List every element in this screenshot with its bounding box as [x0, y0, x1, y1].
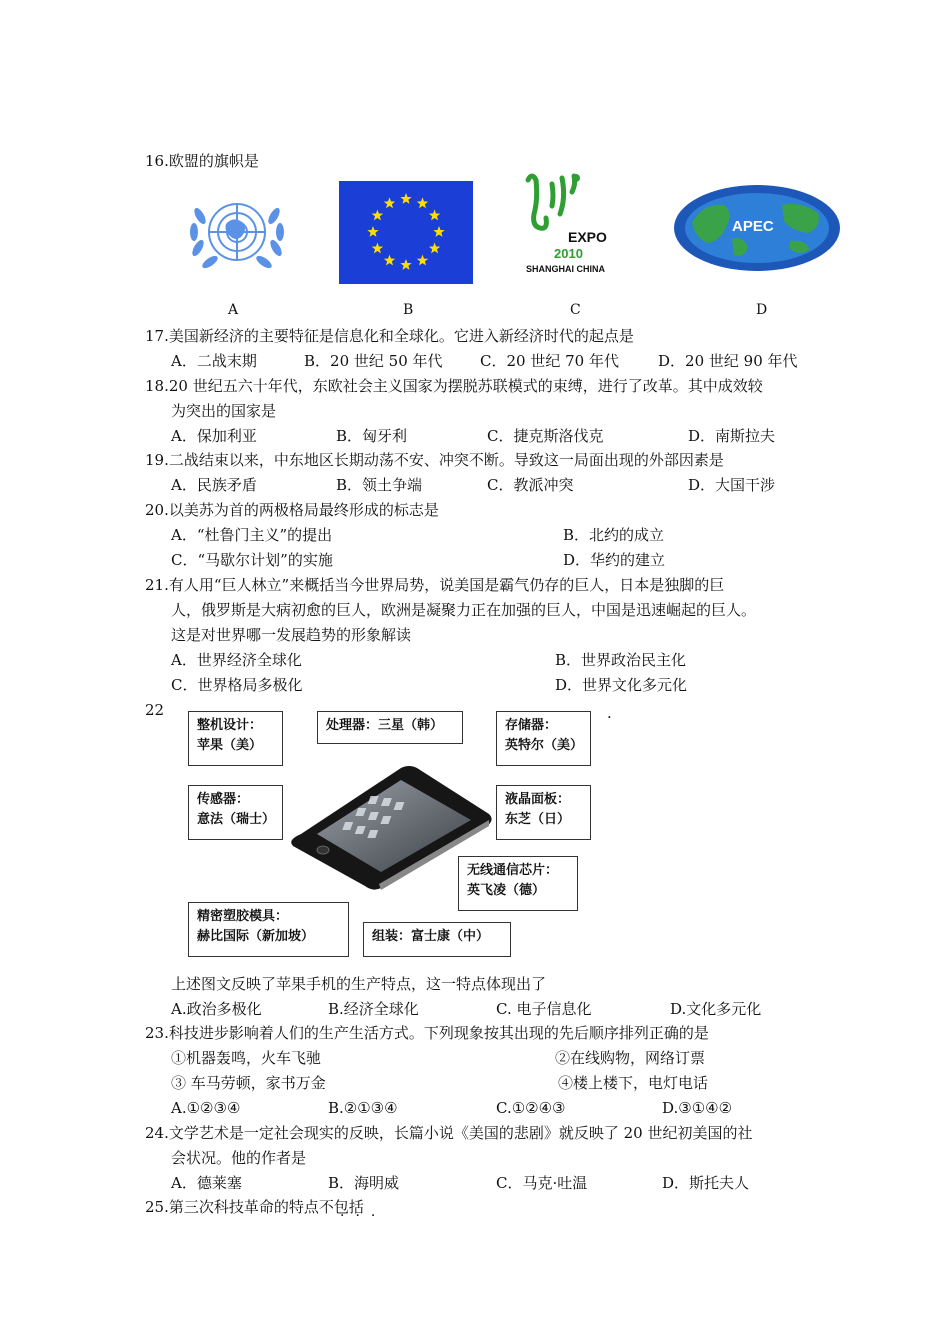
apec-logo-icon — [672, 183, 842, 273]
q21-stem-line2: 人，俄罗斯是大病初愈的巨人，欧洲是凝聚力正在加强的巨人，中国是迅速崛起的巨人。 — [171, 601, 757, 619]
q16-stem: 16.欧盟的旗帜是 — [145, 152, 259, 170]
q16-label-b: B — [403, 302, 414, 318]
q21-stem-line3: 这是对世界哪一发展趋势的形象解读 — [171, 626, 412, 644]
q23-item-3: ③ 车马劳顿，家书万金 — [171, 1074, 326, 1092]
q23-option-d: D.③①④② — [662, 1099, 733, 1117]
q24-option-b: B．海明威 — [328, 1174, 400, 1192]
svg-text:SHANGHAI CHINA: SHANGHAI CHINA — [526, 264, 606, 274]
q20-stem: 20.以美苏为首的两极格局最终形成的标志是 — [145, 501, 439, 519]
q18-stem-line1: 18.20 世纪五六十年代，东欧社会主义国家为摆脱苏联模式的束缚，进行了改革。其中成效较 — [145, 377, 763, 395]
q17-option-b: B．20 世纪 50 年代 — [304, 352, 443, 370]
q22-option-d: D.文化多元化 — [670, 1000, 762, 1018]
q20-option-c: C．“马歇尔计划”的实施 — [171, 551, 333, 569]
q19-option-b: B．领土争端 — [336, 476, 423, 494]
q22-box-lcd: 液晶面板： 东芝（日） — [496, 785, 591, 840]
q21-option-c: C．世界格局多极化 — [171, 676, 303, 694]
q24-option-c: C．马克·吐温 — [496, 1174, 588, 1192]
q19-option-a: A．民族矛盾 — [171, 476, 257, 494]
q17-option-a: A．二战末期 — [171, 352, 257, 370]
un-emblem-icon — [178, 186, 296, 282]
q17-stem: 17.美国新经济的主要特征是信息化和全球化。它进入新经济时代的起点是 — [145, 327, 634, 345]
q17-option-d: D．20 世纪 90 年代 — [658, 352, 798, 370]
q22-box-sensor: 传感器： 意法（瑞士） — [188, 785, 283, 840]
q22-box-design: 整机设计： 苹果（美） — [188, 711, 283, 766]
q22-option-a: A.政治多极化 — [171, 1000, 262, 1018]
q22-box-processor: 处理器：三星（韩） — [317, 711, 463, 744]
q22-box-wireless: 无线通信芯片： 英飞凌（德） — [458, 856, 578, 911]
q21-stem-line1: 21.有人用“巨人林立”来概括当今世界局势，说美国是霸气仍存的巨人，日本是独脚的巨 — [145, 576, 725, 594]
q20-option-a: A．“杜鲁门主义”的提出 — [171, 526, 333, 544]
q21-option-d: D．世界文化多元化 — [555, 676, 688, 694]
q25-emphasis-dots: ··· — [340, 1208, 387, 1224]
q23-option-a: A.①②③④ — [171, 1099, 241, 1117]
expo-2010-logo-icon — [518, 170, 618, 276]
q18-option-c: C．捷克斯洛伐克 — [487, 427, 604, 445]
q19-stem: 19.二战结束以来，中东地区长期动荡不安、冲突不断。导致这一局面出现的外部因素是 — [145, 451, 724, 469]
q22-option-c: C. 电子信息化 — [496, 1000, 592, 1018]
q19-option-d: D．大国干涉 — [688, 476, 776, 494]
q18-option-d: D．南斯拉夫 — [688, 427, 776, 445]
q18-option-a: A．保加利亚 — [171, 427, 257, 445]
q17-option-c: C．20 世纪 70 年代 — [480, 352, 619, 370]
q22-box-mold: 精密塑胶模具： 赫比国际（新加坡） — [188, 902, 349, 957]
q25-stem: 25.第三次科技革命的特点不包括 — [145, 1198, 364, 1216]
q23-item-1: ①机器轰鸣，火车飞驰 — [171, 1049, 322, 1067]
q18-option-b: B．匈牙利 — [336, 427, 408, 445]
q22-number: 22 — [145, 701, 165, 719]
q16-label-c: C — [570, 302, 581, 318]
q22-box-assembly: 组装：富士康（中） — [363, 922, 511, 957]
svg-text:APEC: APEC — [732, 218, 774, 235]
svg-text:EXPO: EXPO — [568, 229, 607, 245]
q21-option-a: A．世界经济全球化 — [171, 651, 302, 669]
q20-option-d: D．华约的建立 — [563, 551, 666, 569]
q18-stem-line2: 为突出的国家是 — [171, 402, 277, 420]
svg-text:2010: 2010 — [554, 246, 583, 261]
eu-flag-icon — [339, 181, 473, 284]
q19-option-c: C．教派冲突 — [487, 476, 574, 494]
q21-option-b: B．世界政治民主化 — [555, 651, 687, 669]
q16-label-d: D — [756, 302, 768, 318]
q22-box-storage: 存储器： 英特尔（美） — [496, 711, 591, 766]
q20-option-b: B．北约的成立 — [563, 526, 665, 544]
q23-item-4: ④楼上楼下，电灯电话 — [558, 1074, 709, 1092]
q22-option-b: B.经济全球化 — [328, 1000, 419, 1018]
q23-option-c: C.①②④③ — [496, 1099, 566, 1117]
q24-option-a: A．德莱塞 — [171, 1174, 242, 1192]
q23-stem: 23.科技进步影响着人们的生产生活方式。下列现象按其出现的先后顺序排列正确的是 — [145, 1024, 709, 1042]
q24-stem-line1: 24.文学艺术是一定社会现实的反映，长篇小说《美国的悲剧》就反映了 20 世纪初美国的社 — [145, 1124, 753, 1142]
q23-option-b: B.②①③④ — [328, 1099, 398, 1117]
q16-label-a: A — [228, 302, 239, 318]
q22-stem: 上述图文反映了苹果手机的生产特点，这一特点体现出了 — [171, 975, 547, 993]
q22-period: . — [607, 704, 612, 722]
smartphone-image — [283, 762, 495, 892]
q23-item-2: ②在线购物，网络订票 — [555, 1049, 706, 1067]
q24-option-d: D．斯托夫人 — [662, 1174, 750, 1192]
q24-stem-line2: 会状况。他的作者是 — [171, 1149, 307, 1167]
